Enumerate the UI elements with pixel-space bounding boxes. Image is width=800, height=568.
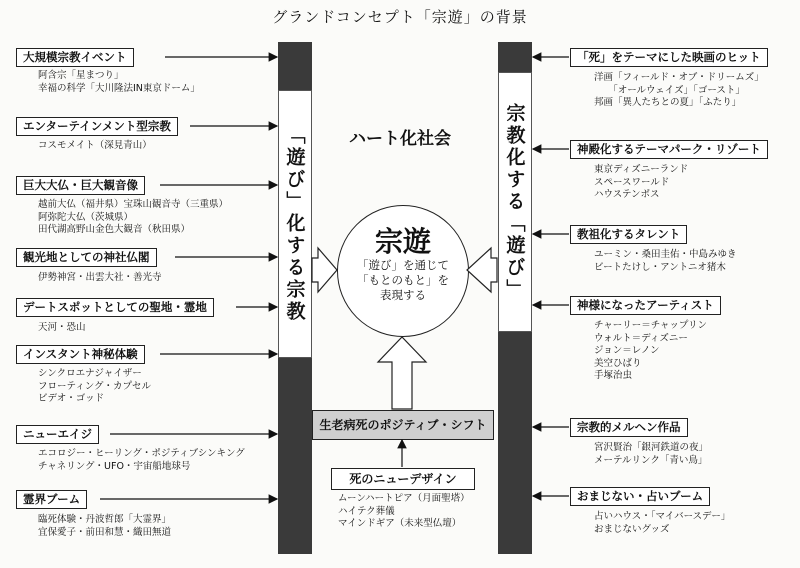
left-item-box: 巨大大仏・巨大観音像 [16, 176, 145, 195]
center-line-2: 「もとのもと」を [357, 273, 449, 287]
right-item-box: 教祖化するタレント [570, 225, 687, 244]
left-item-box: 観光地としての神社仏閣 [16, 248, 157, 267]
right-item-sub: チャーリー＝チャップリン ウォルト＝ディズニー ジョン＝レノン 美空ひばり 手塚治虫 [594, 320, 708, 381]
left-item-sub: 伊勢神宮・出雲大社・善光寺 [38, 272, 162, 283]
right-item-sub: 宮沢賢治「銀河鉄道の夜」 メーテルリンク「青い鳥」 [594, 442, 709, 466]
left-item-box: エンターテインメント型宗教 [16, 117, 178, 136]
positive-shift-box: 生老病死のポジティブ・シフト [312, 410, 494, 440]
left-item-sub: コスモメイト（深見青山） [38, 140, 152, 151]
right-item-sub: 洋画「フィールド・オブ・ドリームズ」 「オールウェイズ」「ゴースト」 邦画「異人たちとの夏」「ふたり」 [594, 72, 764, 108]
left-item-sub: シンクロエナジャイザー フローティング・カプセル ビデオ・ゴッド [38, 368, 151, 404]
diagram-title: グランドコンセプト「宗遊」の背景 [272, 8, 528, 26]
left-item-sub: 越前大仏（福井県）宝珠山観音寺（三重県） 阿弥陀大仏（茨城県） 田代湖高野山金色大観音（秋田県） [38, 199, 229, 235]
hollow-arrow-up [378, 337, 426, 409]
death-new-design-box: 死のニューデザイン [331, 468, 475, 490]
center-main-text: 宗遊 [374, 225, 431, 258]
left-band-label: 「遊び」化する宗教 [278, 90, 312, 358]
left-item-box: デートスポットとしての聖地・霊地 [16, 298, 214, 317]
left-item-sub: 臨死体験・丹波哲郎「大霊界」 宜保愛子・前田和慧・織田無道 [38, 514, 172, 538]
hollow-arrow-right [467, 248, 497, 292]
right-item-box: 神殿化するテーマパーク・リゾート [570, 140, 768, 159]
left-item-box: インスタント神秘体験 [16, 345, 145, 364]
right-item-sub: ユーミン・桑田圭佑・中島みゆき ビートたけし・アントニオ猪木 [594, 249, 737, 273]
center-line-3: 表現する [380, 288, 426, 302]
right-item-box: 「死」をテーマにした映画のヒット [570, 48, 768, 67]
death-new-design-sub: ムーンハートピア（月面聖塔） ハイテク葬儀 マインドギア（未来型仏壇） [338, 493, 470, 529]
right-item-sub: 東京ディズニーランド スペースワールド ハウステンボス [594, 164, 689, 200]
left-item-sub: 阿含宗「星まつり」 幸福の科学「大川隆法IN東京ドーム」 [38, 70, 200, 94]
hollow-arrow-left [312, 248, 337, 292]
right-item-sub: 占いハウス・「マイバースデー」 おまじないグッズ [594, 511, 731, 535]
right-band-label: 宗教化する「遊び」 [498, 72, 532, 332]
center-title: ハート化社会 [349, 129, 451, 149]
left-item-sub: 天河・恐山 [38, 322, 86, 333]
left-item-box: 大規模宗教イベント [16, 48, 134, 67]
left-item-box: ニューエイジ [16, 425, 99, 444]
right-item-box: おまじない・占いブーム [570, 487, 710, 506]
right-item-box: 宗教的メルヘン作品 [570, 418, 688, 437]
right-item-box: 神様になったアーティスト [570, 296, 721, 315]
left-item-sub: エコロジー・ヒーリング・ポジティブシンキング チャネリング・UFO・宇宙船地球号 [38, 448, 245, 472]
left-item-box: 霊界ブーム [16, 490, 87, 509]
center-line-1: 「遊び」を通じて [357, 258, 449, 272]
